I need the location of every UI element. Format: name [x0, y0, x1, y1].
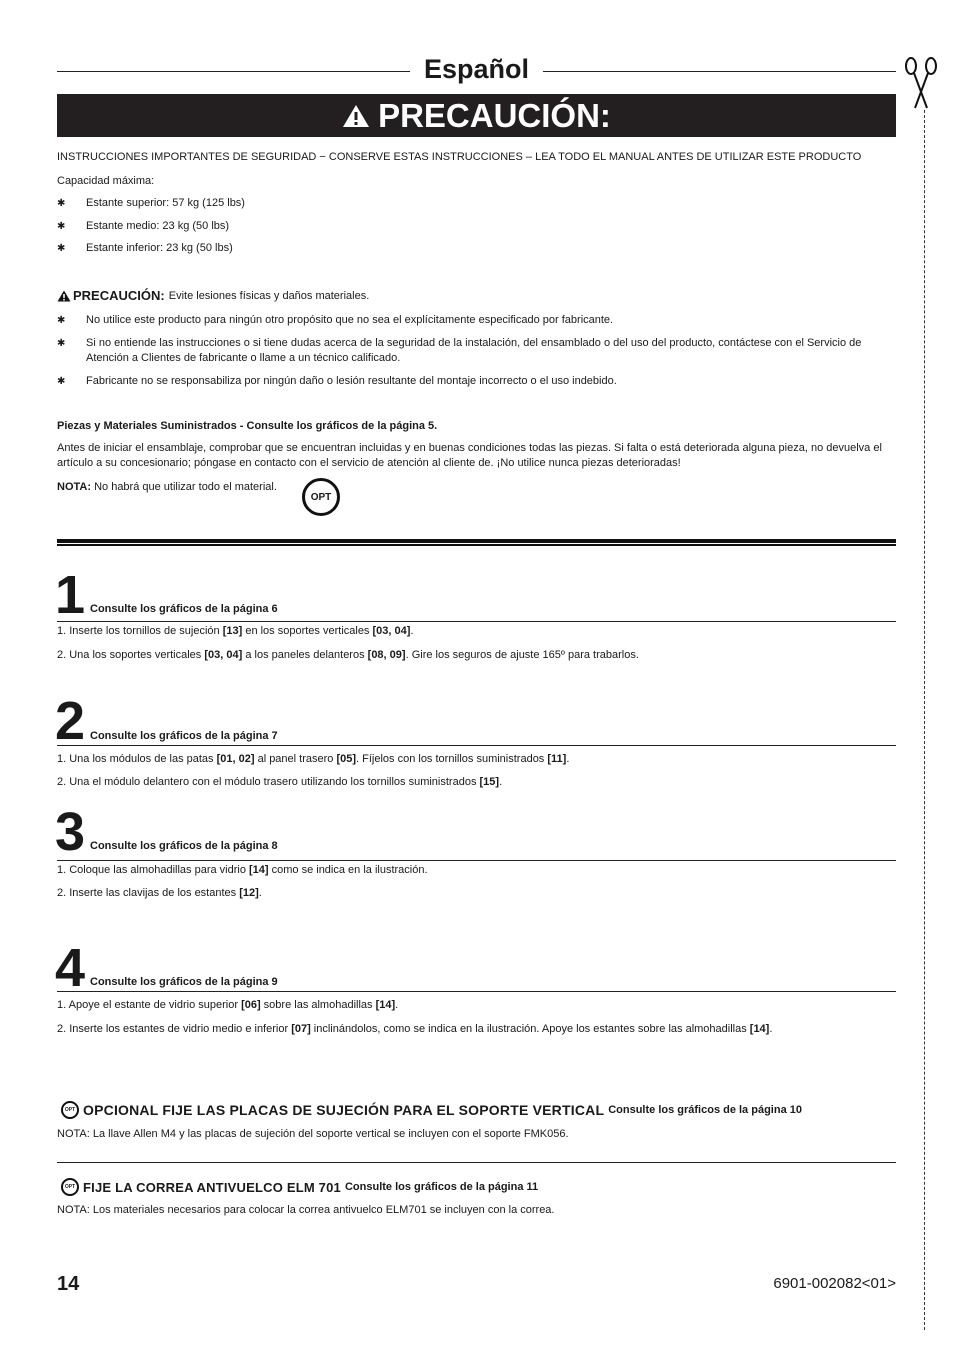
instruction-text: 1. Inserte los tornillos de sujeción — [57, 625, 223, 637]
instruction-text: . — [258, 887, 262, 899]
part-reference: [06] — [241, 999, 261, 1011]
instruction-text: a los paneles delanteros — [242, 649, 368, 661]
safety-instructions-line: INSTRUCCIONES IMPORTANTES DE SEGURIDAD − CONSERVE ESTAS INSTRUCCIONES – LEA TODO EL MANUAL ANTES DE UTILIZAR ESTE PRODUCTO — [57, 151, 862, 163]
language-title: Español — [424, 54, 530, 84]
instruction-text: 2. Inserte las clavijas de los estantes — [57, 887, 240, 899]
instruction-text: . Gire los seguros de ajuste 165º para trabarlos. — [405, 649, 639, 661]
step-number: 1 — [55, 565, 86, 625]
optional-reference: Consulte los gráficos de la página 10 — [608, 1104, 802, 1116]
step-rule — [57, 860, 896, 861]
instruction-text: 1. Apoye el estante de vidrio superior — [57, 999, 242, 1011]
opt-icon: OPT — [302, 478, 340, 516]
step-rule — [57, 621, 896, 622]
caution-item: No utilice este producto para ningún otro propósito que no sea el explícitamente especificado por fabricante. — [86, 314, 614, 326]
capacity-item: Estante superior: 57 kg (125 lbs) — [86, 197, 245, 209]
instruction-text: . — [410, 625, 414, 637]
part-reference: [12] — [239, 887, 259, 899]
cut-line — [924, 110, 925, 1330]
warning-triangle-icon — [342, 104, 370, 128]
part-reference: [15] — [479, 776, 500, 788]
part-reference: [11] — [547, 753, 567, 765]
note-label: NOTA: — [57, 481, 92, 493]
optional-title: OPCIONAL FIJE LAS PLACAS DE SUJECIÓN PARA EL SOPORTE VERTICAL — [83, 1102, 605, 1118]
part-reference: [08, 09] — [367, 649, 406, 661]
optional-title: FIJE LA CORREA ANTIVUELCO ELM 701 — [83, 1179, 341, 1195]
step-instruction — [57, 752, 896, 767]
step-number: 4 — [55, 938, 86, 998]
part-reference: [03, 04] — [372, 625, 411, 637]
step-number: 3 — [55, 802, 86, 862]
opt-icon: OPT — [61, 1101, 79, 1119]
document-code: 6901-002082<01> — [773, 1275, 896, 1292]
bullet-icon: ✱ — [57, 243, 66, 254]
opt-icon: OPT — [61, 1178, 79, 1196]
part-reference: [13] — [222, 625, 243, 637]
caution-label: PRECAUCIÓN: — [73, 288, 165, 303]
warning-triangle-icon — [57, 290, 71, 302]
part-reference: [05] — [336, 753, 357, 765]
step-reference: Consulte los gráficos de la página 8 — [90, 840, 278, 852]
parts-heading: Piezas y Materiales Suministrados - Consulte los gráficos de la página 5. — [57, 420, 438, 432]
bullet-icon: ✱ — [57, 198, 66, 209]
header-rule-left — [57, 71, 410, 72]
part-reference: [01, 02] — [216, 753, 255, 765]
caution-banner — [57, 94, 896, 137]
capacity-label: Capacidad máxima: — [57, 175, 155, 187]
bullet-icon: ✱ — [57, 221, 66, 232]
instruction-text: 2. Una el módulo delantero con el módulo trasero utilizando los tornillos suministrados — [57, 776, 480, 788]
optional-rule — [57, 1162, 896, 1163]
page-number: 14 — [57, 1273, 80, 1295]
instruction-text: 1. Una los módulos de las patas — [57, 753, 217, 765]
optional-section-title — [61, 1101, 802, 1119]
step-number: 2 — [55, 691, 86, 751]
instruction-text: . Fíjelos con los tornillos suministrados — [356, 753, 548, 765]
part-reference: [14] — [749, 1023, 770, 1035]
caution-text: Evite lesiones físicas y daños materiales. — [168, 289, 370, 302]
instruction-text: inclinándolos, como se indica en la ilustración. Apoye los estantes sobre las almohadillas — [310, 1023, 750, 1035]
caution-line — [57, 288, 369, 303]
step-instruction — [57, 775, 896, 790]
optional-reference: Consulte los gráficos de la página 11 — [344, 1181, 539, 1193]
part-reference: [14] — [249, 864, 269, 876]
step-reference: Consulte los gráficos de la página 7 — [90, 730, 278, 742]
instruction-text: como se indica en la ilustración. — [268, 864, 428, 876]
optional-note: NOTA: La llave Allen M4 y las placas de sujeción del soporte vertical se incluyen con el soporte FMK056. — [57, 1128, 569, 1140]
bullet-icon: ✱ — [57, 376, 66, 387]
step-instruction — [57, 998, 896, 1013]
part-reference: [07] — [291, 1023, 311, 1035]
parts-note — [57, 480, 277, 495]
section-divider — [57, 544, 896, 546]
part-reference: [03, 04] — [204, 649, 243, 661]
step-instruction — [57, 886, 896, 901]
instruction-text: 2. Inserte los estantes de vidrio medio e inferior — [57, 1023, 292, 1035]
instruction-text: . — [566, 753, 570, 765]
optional-section-title — [61, 1178, 538, 1196]
header-rule-right — [543, 71, 896, 72]
capacity-item: Estante medio: 23 kg (50 lbs) — [86, 220, 230, 232]
instruction-text: . — [769, 1023, 773, 1035]
scissors-icon — [903, 56, 939, 110]
instruction-text: . — [499, 776, 503, 788]
caution-item: Fabricante no se responsabiliza por ningún daño o lesión resultante del montaje incorrecto o el uso indebido. — [86, 375, 617, 387]
banner-title: PRECAUCIÓN: — [378, 97, 611, 134]
instruction-text: 2. Una los soportes verticales — [57, 649, 205, 661]
step-rule — [57, 745, 896, 746]
step-instruction — [57, 648, 896, 663]
step-instruction — [57, 624, 896, 639]
note-text: No habrá que utilizar todo el material. — [94, 481, 277, 493]
step-reference: Consulte los gráficos de la página 6 — [90, 603, 278, 615]
capacity-item: Estante inferior: 23 kg (50 lbs) — [86, 242, 233, 254]
part-reference: [14] — [375, 999, 396, 1011]
instruction-text: en los soportes verticales — [242, 625, 373, 637]
section-divider — [57, 539, 896, 543]
optional-note: NOTA: Los materiales necesarios para colocar la correa antivuelco ELM701 se incluyen con la correa. — [57, 1204, 555, 1216]
instruction-text: . — [395, 999, 399, 1011]
step-reference: Consulte los gráficos de la página 9 — [90, 976, 278, 988]
step-instruction — [57, 863, 896, 878]
bullet-icon: ✱ — [57, 338, 66, 349]
caution-item: Si no entiende las instrucciones o si tiene dudas acerca de la seguridad de la instalación, del ensamblado o del uso del producto, contáctese con el Servicio de Atención a Clientes de fabricante o llame a un técnico calificado. — [86, 337, 862, 364]
step-rule — [57, 991, 896, 992]
step-instruction — [57, 1022, 896, 1037]
bullet-icon: ✱ — [57, 315, 66, 326]
instruction-text: sobre las almohadillas — [260, 999, 376, 1011]
parts-text: Antes de iniciar el ensamblaje, comprobar que se encuentran incluidas y en buenas condiciones todas las piezas. Si falta o está deteriorada alguna pieza, no devuelva el artículo a su concesionario; póngase en contacto con el servicio de atención al cliente de. ¡No utilice nunca piezas deterioradas! — [57, 442, 882, 469]
instruction-text: 1. Coloque las almohadillas para vidrio — [57, 864, 249, 876]
instruction-text: al panel trasero — [254, 753, 337, 765]
